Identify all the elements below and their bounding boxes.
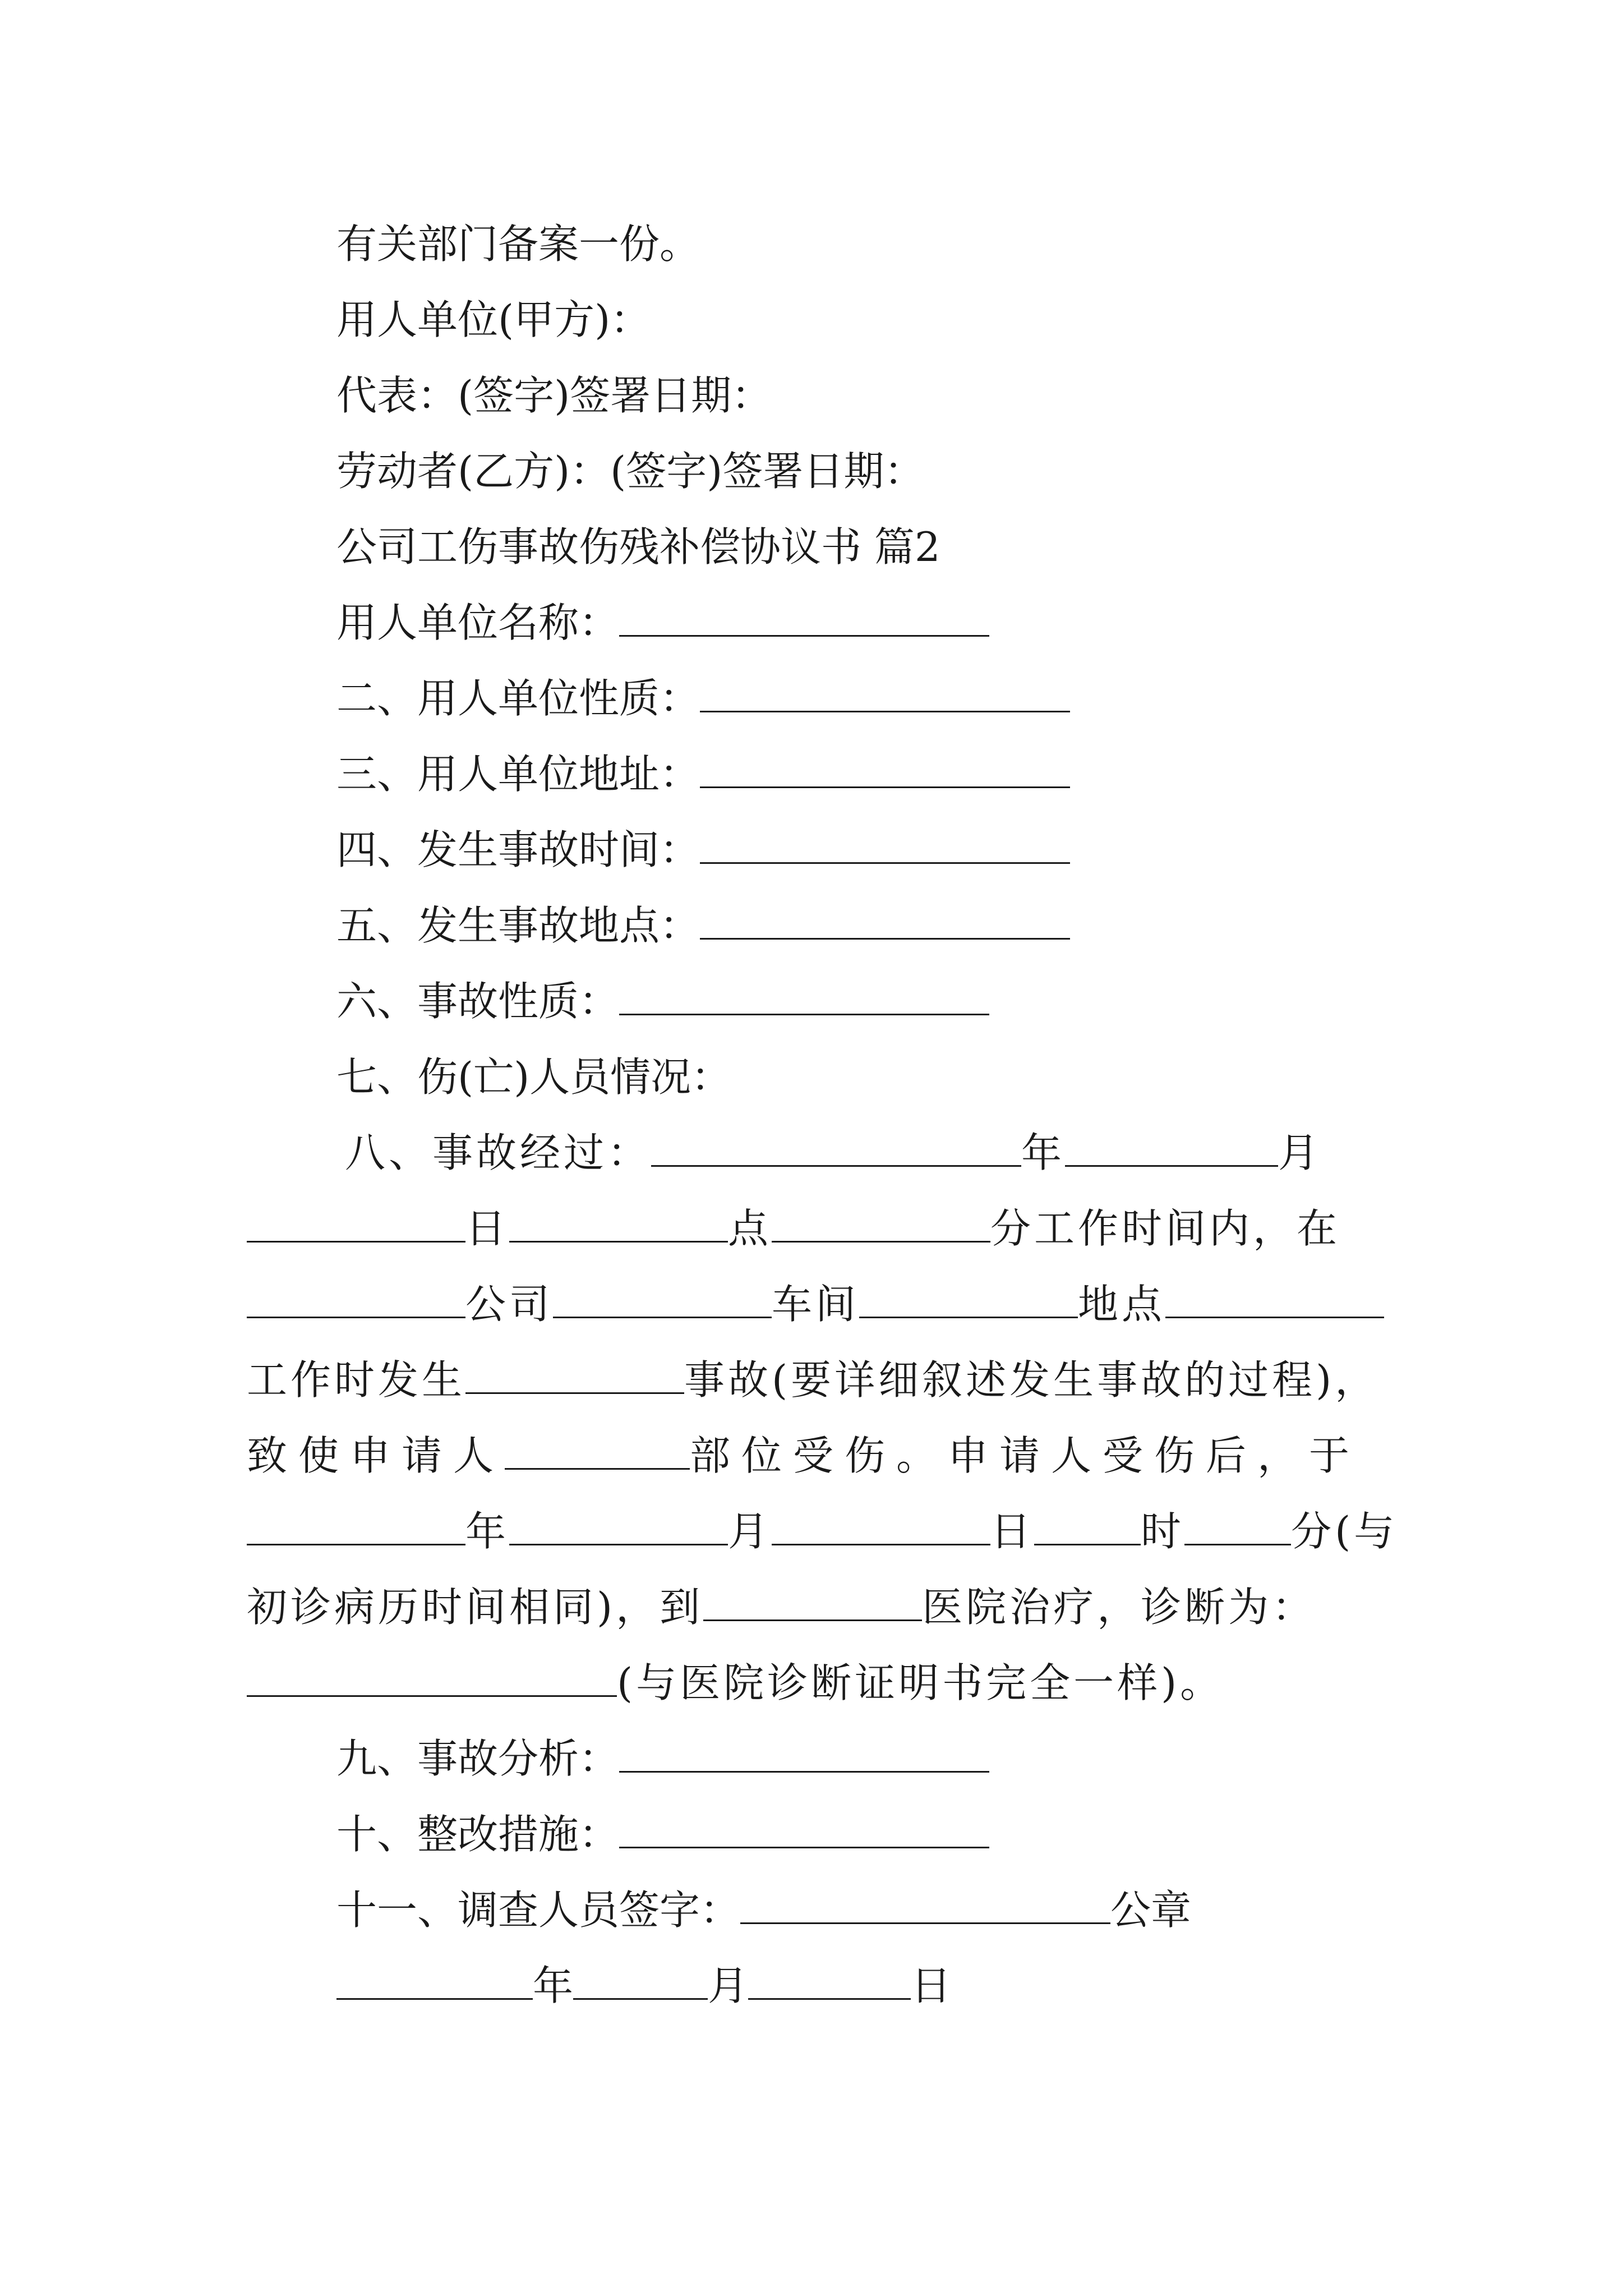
- field-accident-process: [345, 1125, 1322, 1181]
- text-line-representative: [336, 367, 772, 424]
- year-label: 年: [465, 1508, 510, 1555]
- blank-line: [1184, 1509, 1291, 1545]
- blank-line: [619, 1736, 989, 1773]
- accident-place-label: 五、发生事故地点：: [336, 902, 700, 949]
- blank-line: [700, 903, 1070, 940]
- party-a-label: 用人单位(甲方)：: [336, 296, 651, 343]
- blank-line: [772, 1206, 990, 1243]
- accident-process-line-3: [247, 1276, 1384, 1332]
- work-time-text: 分工作时间内，在: [990, 1205, 1341, 1252]
- field-employer-nature: [336, 670, 1070, 726]
- rectification-label: 十、整改措施：: [336, 1811, 620, 1858]
- accident-process-line-4: [247, 1352, 1378, 1408]
- text-line-filing: [336, 216, 700, 272]
- blank-line: [700, 752, 1070, 788]
- injury-text: 部位受伤。申请人受伤后，于: [690, 1432, 1361, 1479]
- blank-line: [619, 979, 989, 1015]
- blank-line: [465, 1358, 684, 1394]
- accident-time-label: 四、发生事故时间：: [336, 826, 700, 873]
- hour-label: 点: [728, 1205, 772, 1252]
- blank-line: [573, 1963, 708, 2000]
- blank-line: [859, 1282, 1078, 1318]
- blank-line: [748, 1963, 911, 2000]
- year-label: 年: [533, 1962, 574, 2009]
- blank-line: [509, 1509, 728, 1545]
- field-accident-analysis: [336, 1731, 989, 1787]
- blank-line: [336, 1963, 533, 2000]
- year-label: 年: [1021, 1129, 1066, 1176]
- day-label: 日: [911, 1962, 952, 2009]
- accident-process-line-7: [247, 1579, 1316, 1635]
- blank-line: [509, 1206, 728, 1243]
- accident-analysis-label: 九、事故分析：: [336, 1735, 620, 1782]
- blank-line: [619, 600, 989, 637]
- employer-address-label: 三、用人单位地址：: [336, 751, 700, 798]
- month-label: 月: [1278, 1129, 1322, 1176]
- field-accident-nature: [336, 973, 989, 1029]
- party-b-label: 劳动者(乙方)：(签字)签署日期：: [336, 448, 925, 495]
- blank-line: [740, 1888, 1110, 1924]
- field-employer-name: [336, 595, 989, 651]
- blank-line: [1065, 1130, 1278, 1167]
- blank-line: [247, 1206, 465, 1243]
- agreement-title: 公司工伤事故伤残补偿协议书 篇2: [336, 523, 940, 570]
- field-accident-place: [336, 898, 1070, 954]
- accident-process-line-6: [247, 1503, 1398, 1559]
- applicant-text: 致使申请人: [247, 1432, 505, 1479]
- blank-line: [247, 1509, 465, 1545]
- employer-nature-label: 二、用人单位性质：: [336, 675, 700, 722]
- text-line-party-b: [336, 443, 924, 499]
- accident-nature-label: 六、事故性质：: [336, 978, 620, 1025]
- blank-line: [651, 1130, 1021, 1167]
- blank-line: [247, 1660, 617, 1697]
- field-casualties: [336, 1049, 731, 1105]
- location-label: 地点: [1078, 1281, 1166, 1328]
- company-label: 公司: [465, 1281, 554, 1328]
- occurred-text: 工作时发生: [247, 1356, 466, 1404]
- field-accident-time: [336, 822, 1070, 878]
- blank-line: [772, 1509, 990, 1545]
- diagnosis-text: 医院治疗，诊断为：: [922, 1584, 1316, 1631]
- hospital-text: 初诊病历时间相同)，到: [247, 1584, 704, 1631]
- accident-process-line-2: [247, 1200, 1340, 1257]
- day-label: 日: [990, 1508, 1035, 1555]
- blank-line: [1165, 1282, 1384, 1318]
- accident-process-line-5: [247, 1428, 1361, 1484]
- field-investigator-signature: [336, 1882, 1191, 1938]
- blank-line: [703, 1585, 922, 1621]
- day-label: 日: [465, 1205, 510, 1252]
- casualties-label: 七、伤(亡)人员情况：: [336, 1053, 732, 1101]
- accident-process-line-8: [247, 1655, 1224, 1711]
- blank-line: [505, 1433, 690, 1470]
- employer-name-label: 用人单位名称：: [336, 599, 620, 646]
- blank-line: [1034, 1509, 1141, 1545]
- blank-line: [619, 1812, 989, 1848]
- field-date: [336, 1958, 951, 2014]
- workshop-label: 车间: [772, 1281, 860, 1328]
- blank-line: [553, 1282, 772, 1318]
- minute-label: 分(与: [1291, 1508, 1398, 1555]
- blank-line: [700, 827, 1070, 864]
- filing-text: 有关部门备案一份。: [336, 220, 700, 268]
- hour-label: 时: [1141, 1508, 1185, 1555]
- accident-process-label: 八、事故经过：: [345, 1129, 652, 1176]
- month-label: 月: [708, 1962, 749, 2009]
- blank-line: [700, 676, 1070, 712]
- field-rectification: [336, 1806, 989, 1862]
- diagnosis-note: (与医院诊断证明书完全一样)。: [617, 1659, 1224, 1706]
- text-line-party-a: [336, 292, 651, 348]
- section-title: [336, 519, 940, 575]
- field-employer-address: [336, 746, 1070, 802]
- official-seal-label: 公章: [1110, 1887, 1192, 1934]
- representative-label: 代表：(签字)签署日期：: [336, 372, 772, 419]
- investigator-signature-label: 十一、调查人员签字：: [336, 1887, 741, 1934]
- accident-detail-text: 事故(要详细叙述发生事故的过程)，: [684, 1356, 1379, 1404]
- month-label: 月: [728, 1508, 772, 1555]
- blank-line: [247, 1282, 465, 1318]
